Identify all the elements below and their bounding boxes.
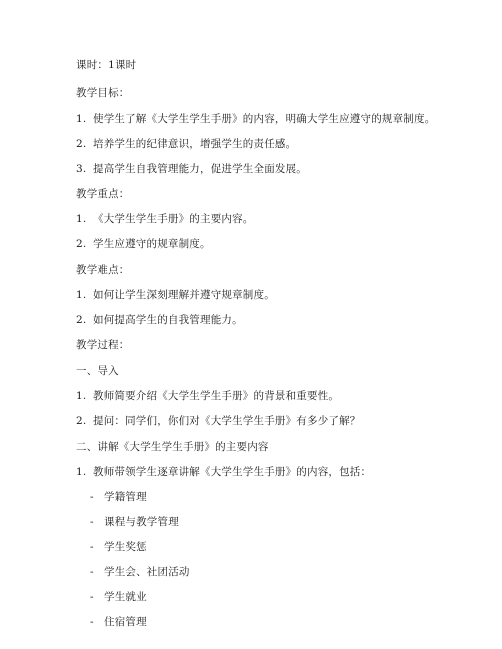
section-one-item	[76, 414, 361, 428]
sub-item-dash: -	[90, 566, 94, 578]
sub-item-text: 住宿管理	[104, 616, 147, 628]
key-point-text: 学生应遵守的规章制度。	[93, 238, 211, 250]
key-point-item	[76, 237, 211, 251]
key-point-text: 《大学生学生手册》的主要内容。	[93, 213, 254, 225]
section-two-heading: 二、讲解《大学生学生手册》的主要内容	[76, 441, 269, 453]
key-points-heading: 教学重点：	[76, 188, 130, 200]
sub-item	[90, 615, 147, 629]
sub-item	[90, 590, 147, 604]
key-point-number: 2.	[76, 238, 87, 250]
objective-item	[76, 112, 435, 126]
key-point-number: 1.	[76, 213, 87, 225]
sub-item-text: 学籍管理	[104, 491, 147, 503]
difficulties-heading: 教学难点：	[76, 264, 130, 276]
difficulty-number: 2.	[76, 314, 87, 326]
section-one-text: 教师简要介绍《大学生学生手册》的背景和重要性。	[93, 390, 340, 402]
sub-item-text: 课程与教学管理	[104, 516, 179, 528]
sub-item-text: 学生奖惩	[104, 541, 147, 553]
objective-number: 2.	[76, 138, 87, 150]
objective-text: 提高学生自我管理能力，促进学生全面发展。	[93, 163, 307, 175]
sub-item-dash: -	[90, 616, 94, 628]
section-one-text: 提问：同学们，你们对《大学生学生手册》有多少了解？	[93, 415, 361, 427]
sub-item-dash: -	[90, 491, 94, 503]
sub-item	[90, 490, 147, 504]
sub-item-dash: -	[90, 591, 94, 603]
difficulty-text: 如何提高学生的自我管理能力。	[93, 314, 243, 326]
objective-text: 培养学生的纪律意识，增强学生的责任感。	[93, 138, 297, 150]
process-heading: 教学过程：	[76, 339, 130, 351]
objective-number: 1.	[76, 113, 87, 125]
sub-item-dash: -	[90, 541, 94, 553]
sub-item	[90, 565, 190, 579]
section-two-number: 1.	[76, 466, 87, 478]
difficulty-number: 1.	[76, 289, 87, 301]
key-point-item	[76, 212, 254, 226]
sub-item	[90, 515, 179, 529]
section-one-heading: 一、导入	[76, 365, 119, 377]
section-two-item	[76, 465, 371, 479]
objective-number: 3.	[76, 163, 87, 175]
objective-item	[76, 162, 307, 176]
sub-item-text: 学生会、社团活动	[104, 566, 190, 578]
objectives-heading: 教学目标：	[76, 87, 130, 99]
objective-item	[76, 137, 296, 151]
class-hours-line: 课时：1课时	[76, 59, 137, 71]
section-one-item	[76, 389, 339, 403]
difficulty-item	[76, 288, 275, 302]
sub-item	[90, 540, 147, 554]
section-two-text: 教师带领学生逐章讲解《大学生学生手册》的内容，包括：	[93, 466, 372, 478]
difficulty-text: 如何让学生深刻理解并遵守规章制度。	[93, 289, 275, 301]
sub-item-dash: -	[90, 516, 94, 528]
objective-text: 使学生了解《大学生学生手册》的内容，明确大学生应遵守的规章制度。	[93, 113, 436, 125]
difficulty-item	[76, 313, 243, 327]
section-one-number: 2.	[76, 415, 87, 427]
sub-item-text: 学生就业	[104, 591, 147, 603]
section-one-number: 1.	[76, 390, 87, 402]
